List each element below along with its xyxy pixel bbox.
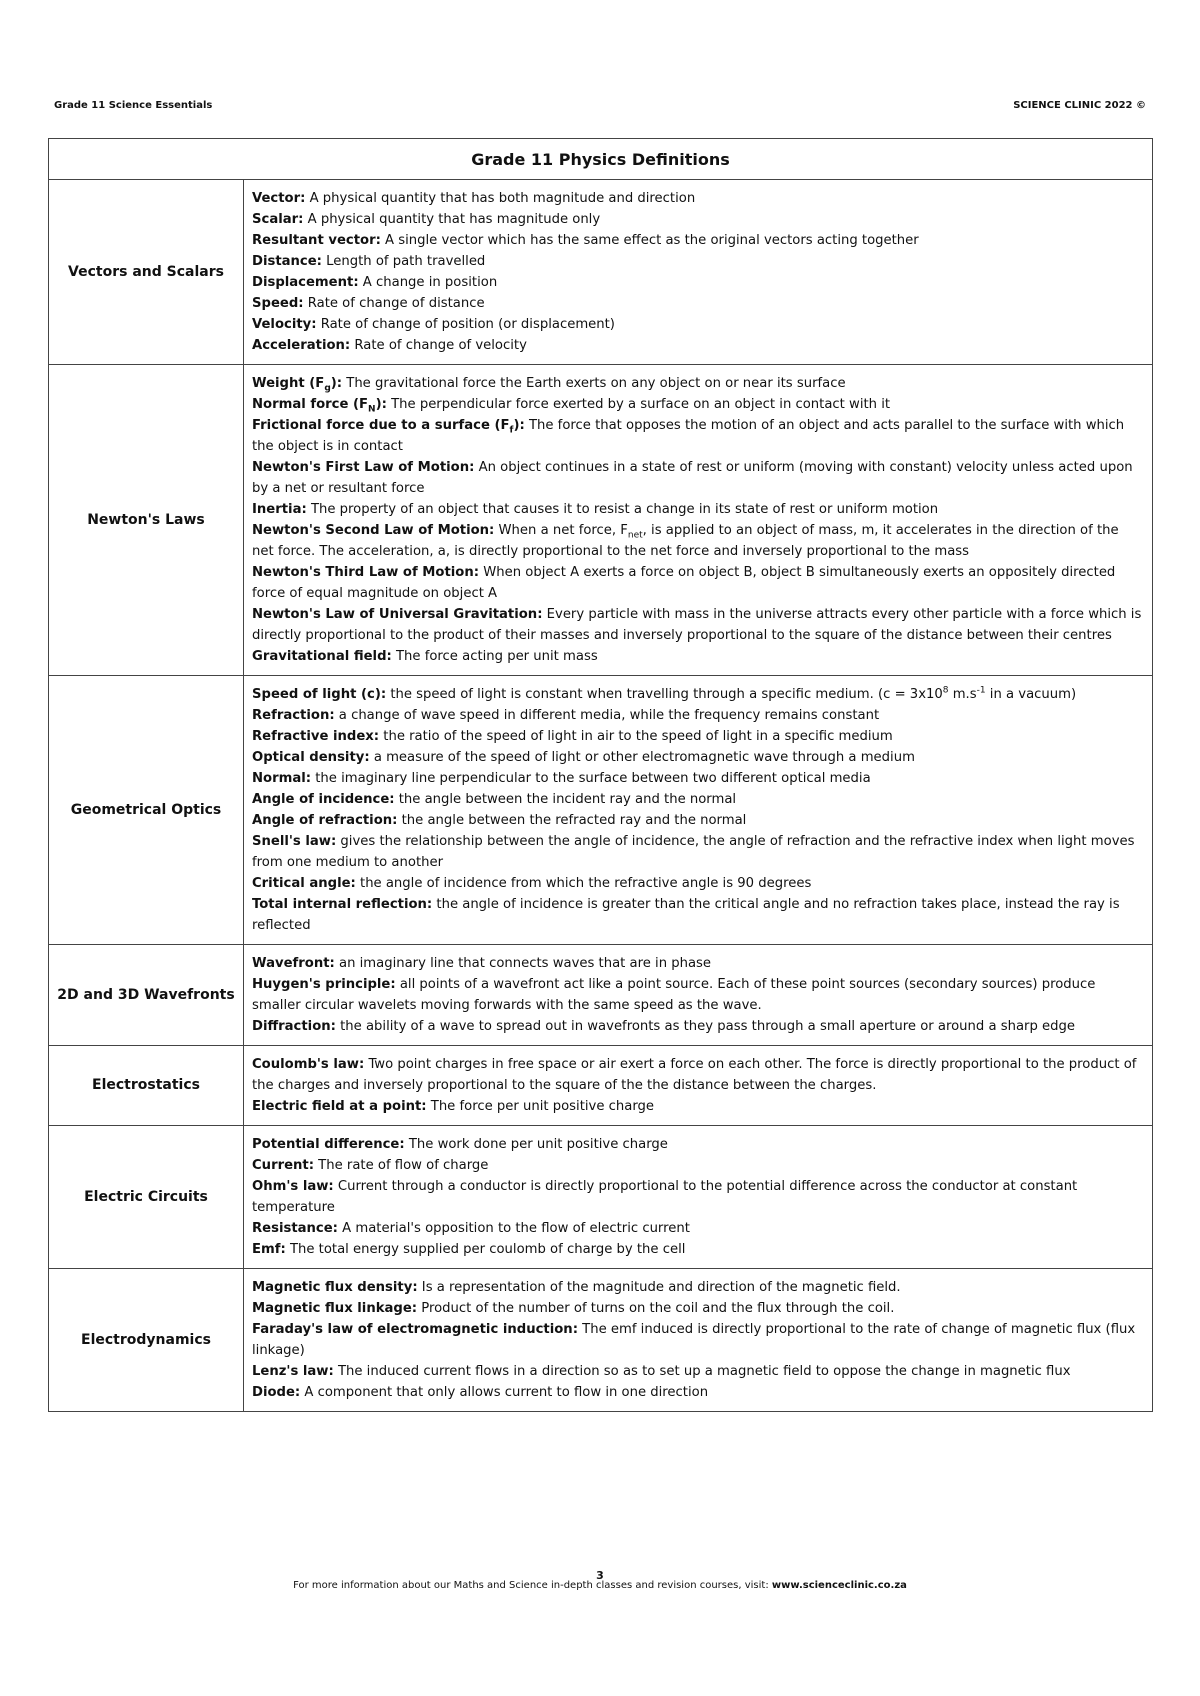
definition-item <box>252 188 1144 209</box>
table-row <box>49 1046 1153 1126</box>
term-part: ): <box>330 376 343 391</box>
footer-text: For more information about our Maths and Science in-depth classes and revision courses, visit: <box>293 1580 772 1591</box>
definition-item <box>252 335 1144 356</box>
definition-text: the angle between the incident ray and the normal <box>394 792 737 807</box>
definitions-table <box>48 138 1153 1412</box>
definition-term: Speed of light (c): <box>252 687 387 702</box>
term-subscript: g <box>324 383 331 394</box>
definition-term: Velocity: <box>252 317 317 332</box>
topic-electrodynamics: Electrodynamics <box>49 1269 244 1412</box>
definition-item <box>252 646 1144 667</box>
definition-item <box>252 1361 1144 1382</box>
definition-item <box>252 747 1144 768</box>
definition-term: Refractive index: <box>252 729 380 744</box>
definition-term <box>252 397 387 415</box>
definition-item <box>252 684 1144 705</box>
definitions-vectors-scalars <box>244 180 1153 365</box>
definition-term: Distance: <box>252 254 322 269</box>
text-part: , is applied to an object of mass, m, it accelerates in the direction of the net force. The acceleration, a, is directly proportional to the net force and inversely proportional to the mass <box>252 523 1119 559</box>
definition-item <box>252 272 1144 293</box>
table-row <box>49 676 1153 945</box>
definition-term: Refraction: <box>252 708 335 723</box>
definition-item <box>252 1096 1144 1117</box>
definition-term: Coulomb's law: <box>252 1057 365 1072</box>
definition-term: Gravitational field: <box>252 649 392 664</box>
definition-text: The total energy supplied per coulomb of charge by the cell <box>285 1242 686 1257</box>
definition-item <box>252 1239 1144 1260</box>
term-subscript: N <box>368 404 376 415</box>
definition-item <box>252 789 1144 810</box>
definition-text: An object continues in a state of rest or uniform (moving with constant) velocity unless acted upon by a net or resultant force <box>252 460 1133 496</box>
table-row <box>49 180 1153 365</box>
definition-text: the angle between the refracted ray and the normal <box>397 813 747 828</box>
text-part: m.s <box>948 687 977 702</box>
table-row <box>49 1126 1153 1269</box>
term-part: Frictional force due to a surface (F <box>252 418 510 433</box>
table-row <box>49 365 1153 676</box>
definition-term <box>252 418 525 436</box>
definition-text: Rate of change of distance <box>303 296 485 311</box>
definition-item <box>252 293 1144 314</box>
definition-text: A single vector which has the same effect as the original vectors acting together <box>380 233 919 248</box>
definition-term: Newton's First Law of Motion: <box>252 460 475 475</box>
definition-text: Rate of change of velocity <box>350 338 527 353</box>
definition-item <box>252 768 1144 789</box>
definition-text: The work done per unit positive charge <box>404 1137 668 1152</box>
definition-text: all points of a wavefront act like a point source. Each of these point sources (secondary sources) produce smaller circular wavelets moving forwards with the same speed as the wave. <box>252 977 1096 1013</box>
definition-term: Inertia: <box>252 502 307 517</box>
topic-wavefronts: 2D and 3D Wavefronts <box>49 945 244 1046</box>
definition-term: Diode: <box>252 1385 301 1400</box>
term-part: ): <box>375 397 387 412</box>
definition-item <box>252 1134 1144 1155</box>
term-part: Normal force (F <box>252 397 369 412</box>
definition-term: Wavefront: <box>252 956 335 971</box>
text-part: When a net force, F <box>494 523 628 538</box>
topic-vectors-scalars: Vectors and Scalars <box>49 180 244 365</box>
term-part: ): <box>513 418 525 433</box>
definition-term: Critical angle: <box>252 876 356 891</box>
definition-item <box>252 562 1144 604</box>
topic-electric-circuits: Electric Circuits <box>49 1126 244 1269</box>
definition-text: a measure of the speed of light or other electromagnetic wave through a medium <box>369 750 915 765</box>
definition-item <box>252 373 1144 394</box>
definition-term: Total internal reflection: <box>252 897 433 912</box>
definitions-newtons-laws <box>244 365 1153 676</box>
definition-term: Faraday's law of electromagnetic induction: <box>252 1322 578 1337</box>
definition-text: The force acting per unit mass <box>391 649 598 664</box>
definitions-geometrical-optics <box>244 676 1153 945</box>
definition-term: Resistance: <box>252 1221 338 1236</box>
definition-item <box>252 974 1144 1016</box>
definition-item <box>252 415 1144 457</box>
definition-item <box>252 394 1144 415</box>
definition-term: Magnetic flux density: <box>252 1280 418 1295</box>
definition-item <box>252 894 1144 936</box>
definition-item <box>252 1016 1144 1037</box>
definition-text: Two point charges in free space or air exert a force on each other. The force is directly proportional to the product of the charges and inversely proportional to the square of the the distance between the charges. <box>252 1057 1137 1093</box>
definition-item <box>252 1155 1144 1176</box>
definition-item <box>252 1382 1144 1403</box>
definition-text: the imaginary line perpendicular to the surface between two different optical media <box>311 771 871 786</box>
footer-info <box>0 1580 1200 1591</box>
table-row <box>49 945 1153 1046</box>
definition-text: the angle of incidence from which the refractive angle is 90 degrees <box>355 876 812 891</box>
definition-item <box>252 831 1144 873</box>
definition-term: Newton's Second Law of Motion: <box>252 523 495 538</box>
topic-newtons-laws: Newton's Laws <box>49 365 244 676</box>
text-subscript: net <box>627 530 643 541</box>
definition-text: When object A exerts a force on object B, object B simultaneously exerts an oppositely directed force of equal magnitude on object A <box>252 565 1116 601</box>
definition-term: Angle of refraction: <box>252 813 398 828</box>
definitions-electrostatics <box>244 1046 1153 1126</box>
definition-item <box>252 520 1144 562</box>
definition-text: the ratio of the speed of light in air to the speed of light in a specific medium <box>379 729 893 744</box>
definition-text: A material's opposition to the flow of electric current <box>337 1221 690 1236</box>
definition-text: A physical quantity that has magnitude only <box>303 212 601 227</box>
definition-term: Magnetic flux linkage: <box>252 1301 418 1316</box>
definition-item <box>252 314 1144 335</box>
definition-text: The force that opposes the motion of an object and acts parallel to the surface with which the object is in contact <box>252 418 1125 454</box>
definition-text: The emf induced is directly proportional to the rate of change of magnetic flux (flux linkage) <box>252 1322 1136 1358</box>
definition-text: The force per unit positive charge <box>426 1099 655 1114</box>
definition-item <box>252 705 1144 726</box>
footer-link[interactable]: www.scienceclinic.co.za <box>771 1580 907 1591</box>
definition-term: Emf: <box>252 1242 286 1257</box>
table-title-row <box>49 139 1153 180</box>
definition-text: A change in position <box>358 275 498 290</box>
definition-item <box>252 1298 1144 1319</box>
definition-term: Lenz's law: <box>252 1364 334 1379</box>
table-title: Grade 11 Physics Definitions <box>49 139 1153 180</box>
definition-item <box>252 1277 1144 1298</box>
definition-term: Speed: <box>252 296 304 311</box>
definition-term: Newton's Law of Universal Gravitation: <box>252 607 543 622</box>
definition-text: a change of wave speed in different media, while the frequency remains constant <box>334 708 880 723</box>
definition-text: The property of an object that causes it to resist a change in its state of rest or uniform motion <box>306 502 939 517</box>
definition-term: Resultant vector: <box>252 233 381 248</box>
definition-term: Acceleration: <box>252 338 351 353</box>
definition-text: an imaginary line that connects waves that are in phase <box>334 956 712 971</box>
definition-item <box>252 1176 1144 1218</box>
table-row <box>49 1269 1153 1412</box>
definition-item <box>252 810 1144 831</box>
text-superscript: -1 <box>976 685 986 696</box>
definitions-wavefronts <box>244 945 1153 1046</box>
definitions-electrodynamics <box>244 1269 1153 1412</box>
definition-text: Rate of change of position (or displacement) <box>316 317 615 332</box>
definition-text <box>386 687 1076 702</box>
definition-term: Snell's law: <box>252 834 337 849</box>
definition-text: The induced current flows in a direction so as to set up a magnetic field to oppose the change in magnetic flux <box>333 1364 1071 1379</box>
definition-term <box>252 376 343 394</box>
definition-item <box>252 230 1144 251</box>
definition-term: Angle of incidence: <box>252 792 395 807</box>
definition-term: Newton's Third Law of Motion: <box>252 565 480 580</box>
definition-text: Every particle with mass in the universe attracts every other particle with a force which is directly proportional to the product of their masses and inversely proportional to the square of the distance between their centres <box>252 607 1142 643</box>
term-subscript: f <box>509 425 514 436</box>
definition-text: Current through a conductor is directly proportional to the potential difference across the conductor at constant temperature <box>252 1179 1078 1215</box>
definition-term: Vector: <box>252 191 306 206</box>
topic-electrostatics: Electrostatics <box>49 1046 244 1126</box>
definition-text: The perpendicular force exerted by a surface on an object in contact with it <box>386 397 891 412</box>
definitions-electric-circuits <box>244 1126 1153 1269</box>
definition-item <box>252 499 1144 520</box>
definition-item <box>252 457 1144 499</box>
definition-term: Diffraction: <box>252 1019 336 1034</box>
definition-text: gives the relationship between the angle of incidence, the angle of refraction and the refractive index when light moves from one medium to another <box>252 834 1135 870</box>
definition-item <box>252 1218 1144 1239</box>
definition-text: the angle of incidence is greater than the critical angle and no refraction takes place, instead the ray is reflected <box>252 897 1120 933</box>
definition-text: Product of the number of turns on the coil and the flux through the coil. <box>417 1301 895 1316</box>
text-superscript: 8 <box>942 685 949 696</box>
header-document-title: Grade 11 Science Essentials <box>54 100 213 111</box>
definition-term: Ohm's law: <box>252 1179 334 1194</box>
definition-item <box>252 1054 1144 1096</box>
definition-term: Huygen's principle: <box>252 977 396 992</box>
definition-text: Length of path travelled <box>321 254 486 269</box>
definition-item <box>252 251 1144 272</box>
definition-text: The gravitational force the Earth exerts on any object on or near its surface <box>342 376 846 391</box>
text-part: the speed of light is constant when travelling through a specific medium. (c = 3x10 <box>386 687 943 702</box>
definition-text: A component that only allows current to flow in one direction <box>300 1385 709 1400</box>
definition-item <box>252 873 1144 894</box>
definition-term: Optical density: <box>252 750 370 765</box>
definition-text: Is a representation of the magnitude and direction of the magnetic field. <box>417 1280 901 1295</box>
page-number: 3 <box>596 1569 604 1582</box>
definition-item <box>252 953 1144 974</box>
definition-text: the ability of a wave to spread out in wavefronts as they pass through a small aperture or around a sharp edge <box>335 1019 1075 1034</box>
text-part: in a vacuum) <box>985 687 1077 702</box>
definition-term: Electric field at a point: <box>252 1099 427 1114</box>
definition-term: Current: <box>252 1158 314 1173</box>
header-copyright: SCIENCE CLINIC 2022 © <box>1013 100 1146 111</box>
definition-item <box>252 1319 1144 1361</box>
definition-text: A physical quantity that has both magnitude and direction <box>305 191 696 206</box>
definition-text: The rate of flow of charge <box>313 1158 489 1173</box>
definition-term: Displacement: <box>252 275 359 290</box>
definition-item <box>252 604 1144 646</box>
definition-item <box>252 726 1144 747</box>
definition-term: Scalar: <box>252 212 304 227</box>
definition-term: Normal: <box>252 771 312 786</box>
topic-geometrical-optics: Geometrical Optics <box>49 676 244 945</box>
definition-item <box>252 209 1144 230</box>
definition-term: Potential difference: <box>252 1137 405 1152</box>
term-part: Weight (F <box>252 376 325 391</box>
